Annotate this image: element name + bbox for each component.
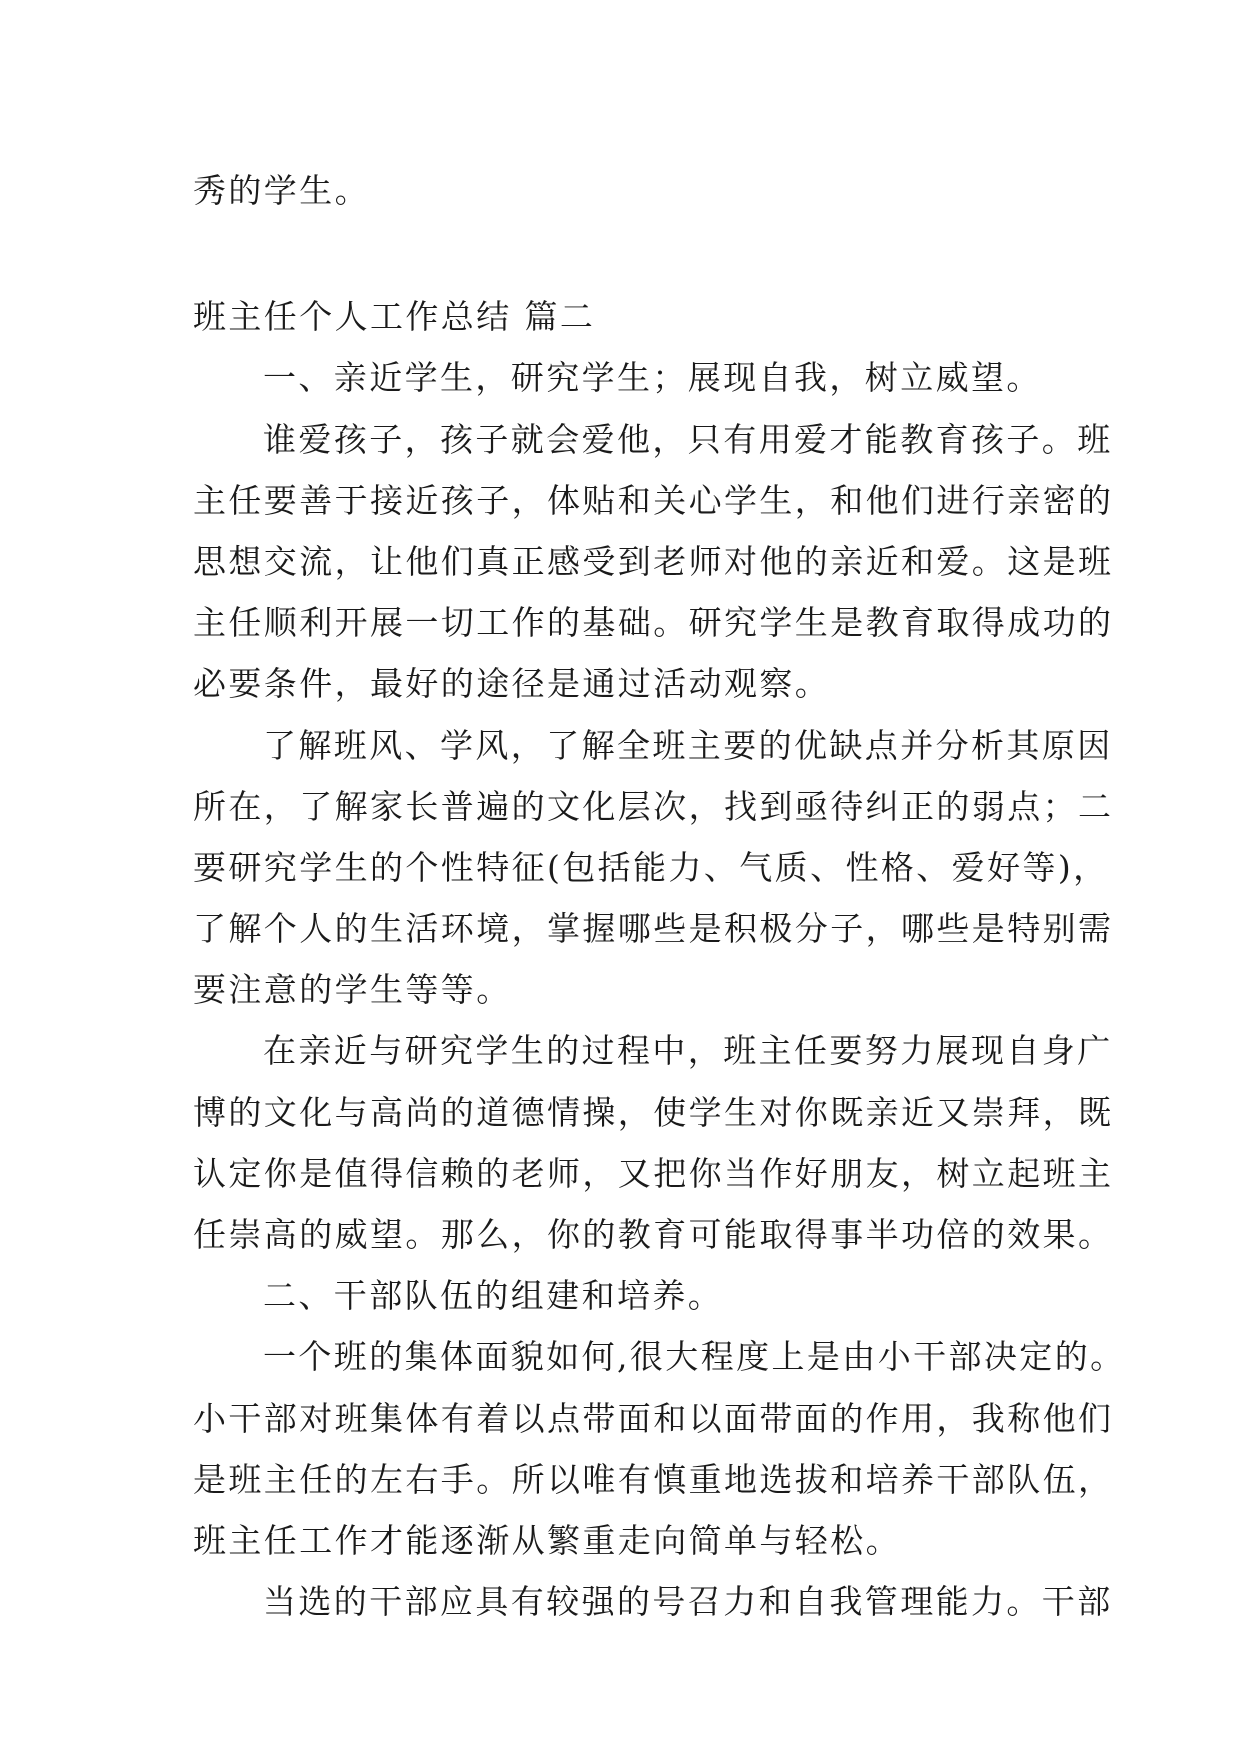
paragraph-line: 了解个人的生活环境，掌握哪些是积极分子，哪些是特别需 xyxy=(193,909,1114,949)
text-line: 秀的学生。 xyxy=(193,171,370,210)
paragraph-line: 博的文化与高尚的道德情操，使学生对你既亲近又崇拜，既 xyxy=(193,1092,1114,1132)
section-title-2: 二、干部队伍的组建和培养。 xyxy=(263,1276,724,1316)
section-title-1: 一、亲近学生，研究学生；展现自我，树立威望。 xyxy=(263,358,1042,398)
paragraph-line: 主任顺利开展一切工作的基础。研究学生是教育取得成功的 xyxy=(193,603,1114,643)
paragraph-line: 小干部对班集体有着以点带面和以面带面的作用，我称他们 xyxy=(193,1398,1114,1438)
paragraph-gap xyxy=(193,221,1073,286)
paragraph-line: 要研究学生的个性特征(包括能力、气质、性格、爱好等)， xyxy=(193,847,1109,887)
paragraph-line: 认定你是值得信赖的老师，又把你当作好朋友，树立起班主 xyxy=(193,1153,1114,1193)
paragraph-line: 思想交流，让他们真正感受到老师对他的亲近和爱。这是班 xyxy=(193,541,1114,581)
paragraph-line: 必要条件，最好的途径是通过活动观察。 xyxy=(193,664,831,704)
paragraph-line: 是班主任的左右手。所以唯有慎重地选拔和培养干部队伍， xyxy=(193,1459,1114,1499)
paragraph-line: 当选的干部应具有较强的号召力和自我管理能力。干部 xyxy=(263,1582,1113,1622)
section-heading: 班主任个人工作总结 篇二 xyxy=(193,297,596,337)
paragraph-line: 在亲近与研究学生的过程中，班主任要努力展现自身广 xyxy=(263,1031,1113,1071)
paragraph-line: 所在，了解家长普遍的文化层次，找到亟待纠正的弱点；二 xyxy=(193,786,1114,826)
paragraph-line: 一个班的集体面貌如何,很大程度上是由小干部决定的。 xyxy=(263,1337,1126,1377)
paragraph-line: 了解班风、学风，了解全班主要的优缺点并分析其原因 xyxy=(263,725,1113,765)
paragraph-line: 任崇高的威望。那么，你的教育可能取得事半功倍的效果。 xyxy=(193,1215,1114,1254)
paragraph-line: 主任要善于接近孩子，体贴和关心学生，和他们进行亲密的 xyxy=(193,480,1114,520)
paragraph-line: 谁爱孩子，孩子就会爱他，只有用爱才能教育孩子。班 xyxy=(263,419,1113,459)
paragraph-line: 班主任工作才能逐渐从繁重走向简单与轻松。 xyxy=(193,1520,901,1560)
paragraph-line: 要注意的学生等等。 xyxy=(193,970,512,1010)
document-body xyxy=(193,160,1126,1632)
